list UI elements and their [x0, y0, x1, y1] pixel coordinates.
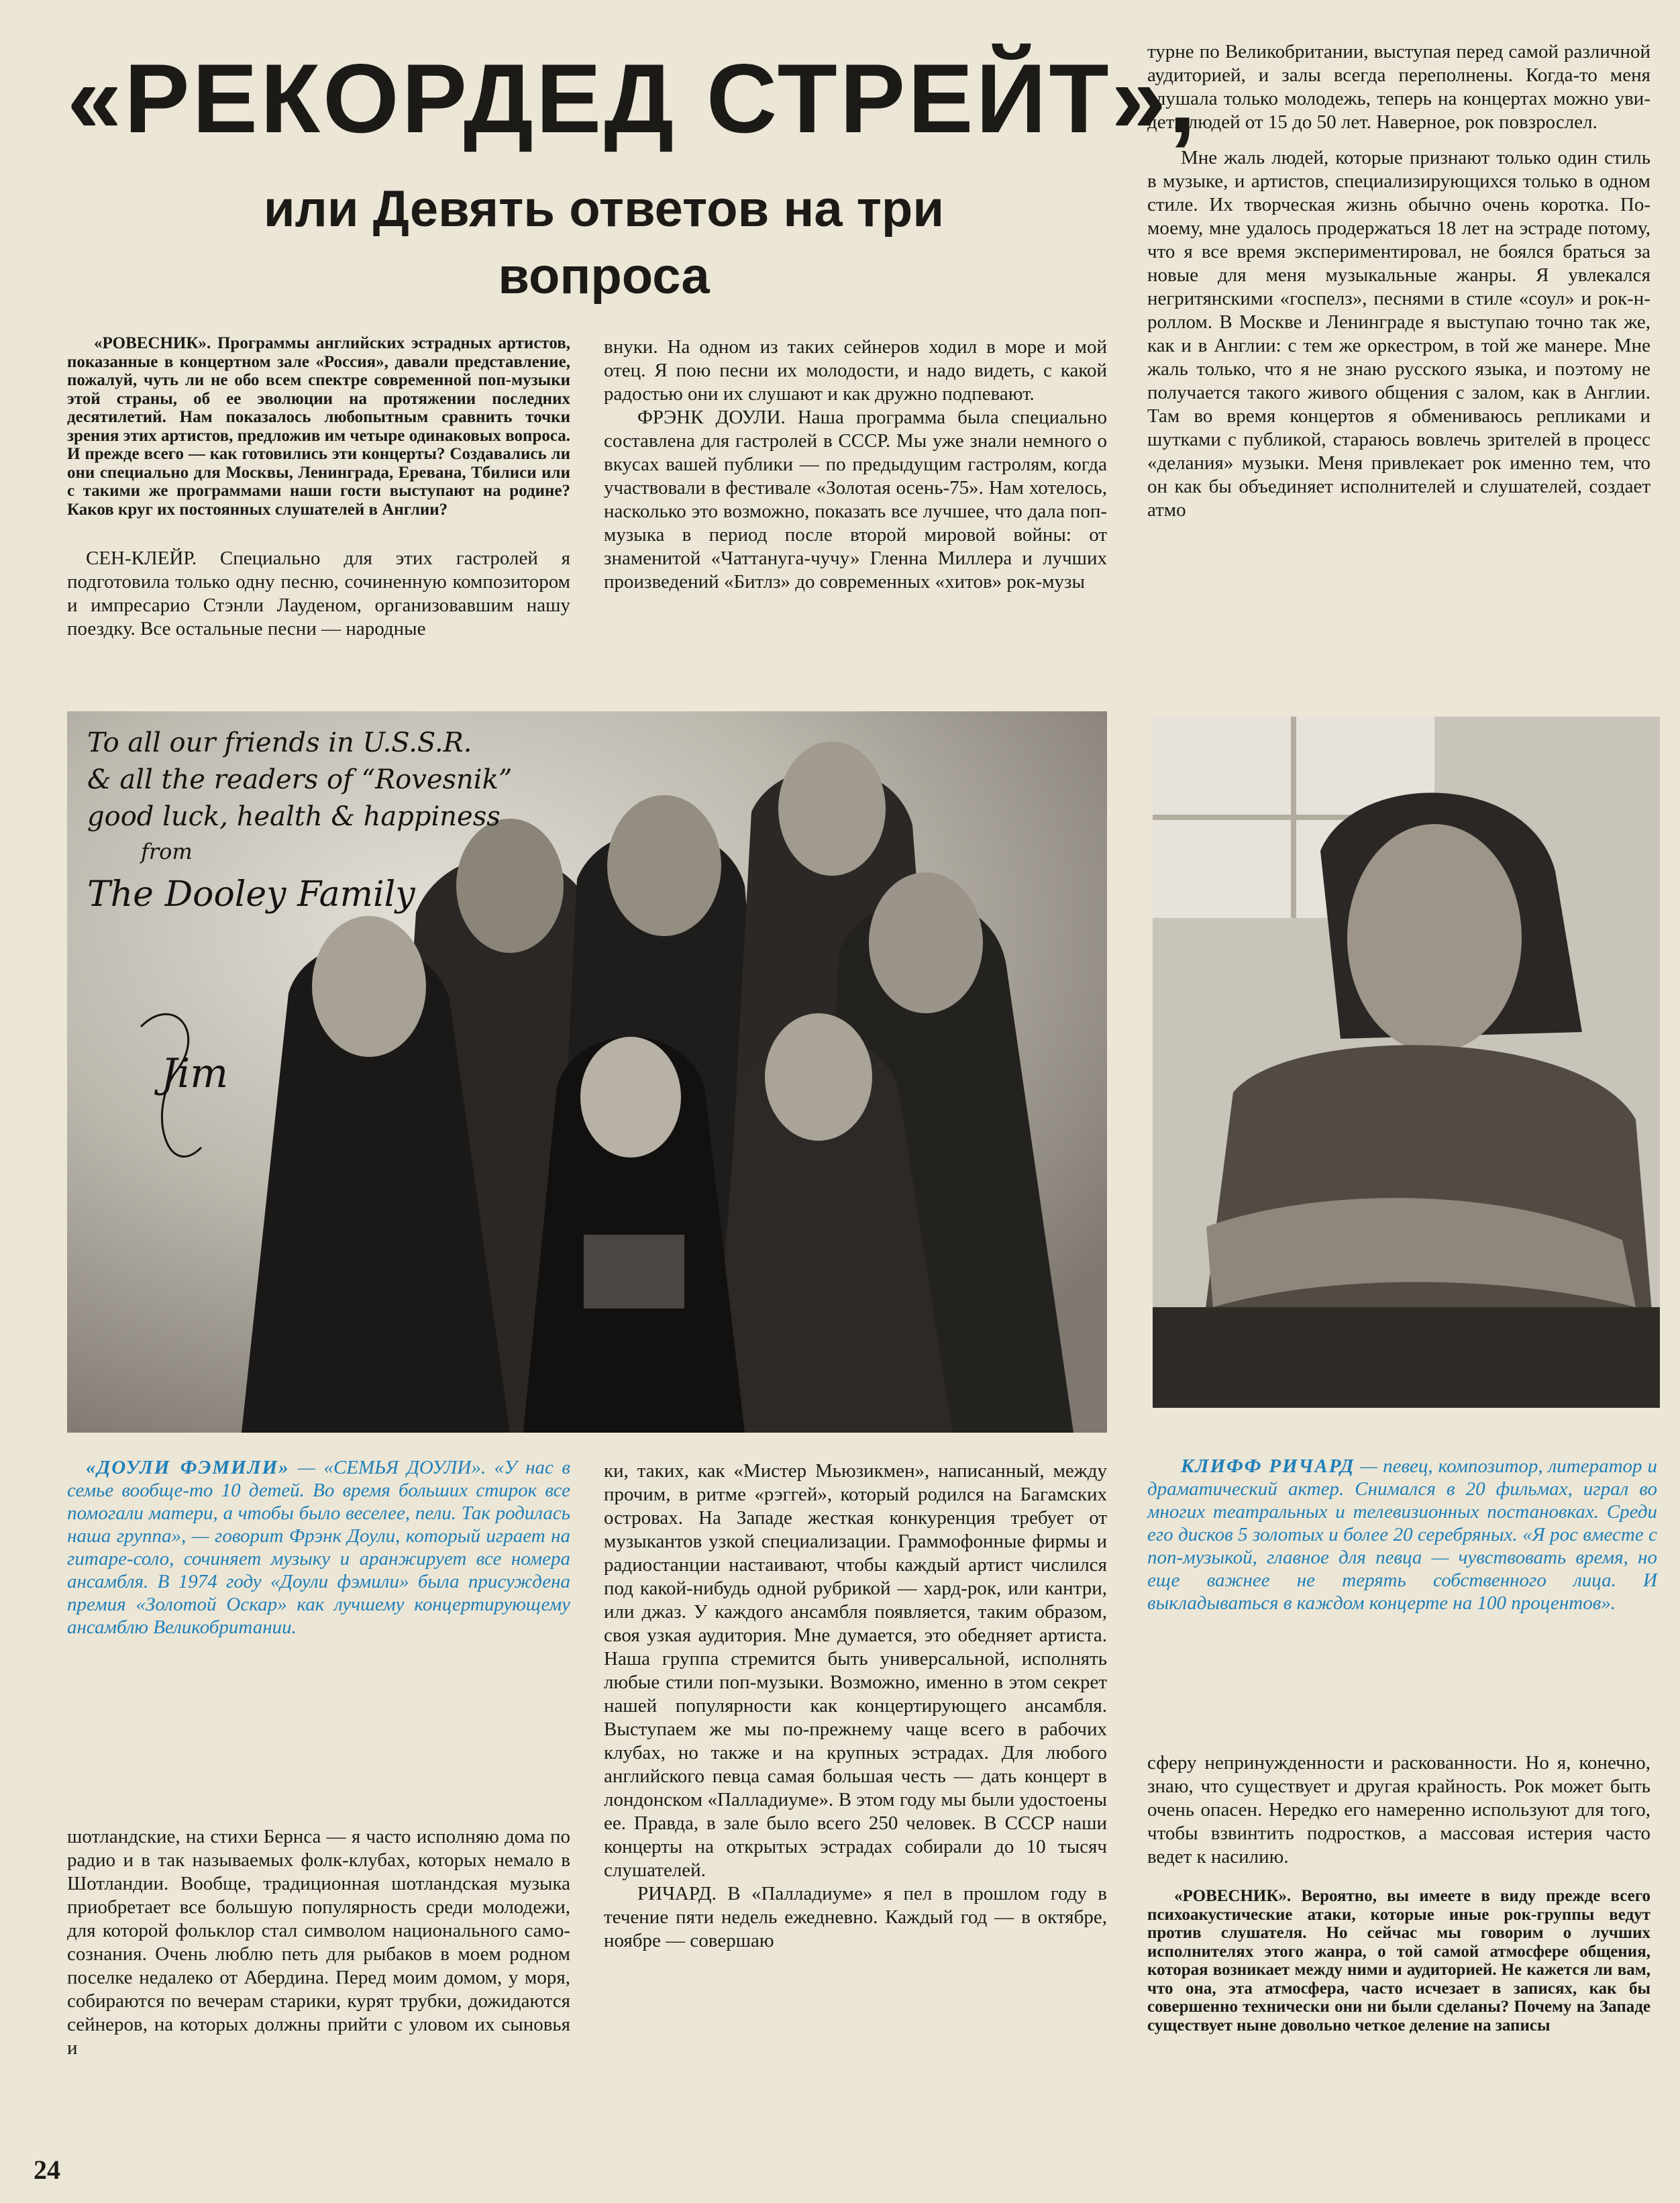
- column-2-top: [604, 336, 1107, 708]
- col2-para-3: ки, таких, как «Мистер Мьюзикмен», написанный, между прочим, в ритме «рэггей», который родился на Багамских островах. На Западе жесткая конкуренция требует от музыкантов узкой специализации. Граммофонные фирмы и радиостанции настаивают, чтобы каждый артист числился под какой-нибудь одной рубрикой — хард-рок, или кантри, или джаз. У каждого ансамбля появляется, таким образом, своя узкая аудитория. Мне думается, это обедняет артиста. Наша группа стремится быть универсальной, исполнять любые стили поп-музыки. Возможно, именно в этом секрет нашей популярности как концертирующего ансамбля. Выступаем же мы по-прежнему чаще всего в рабочих клубах, но также и на крупных эстрадах. Для любого английского певца самая большая честь — дать концерт в лондонском «Палладиуме». В этом году мы были удостоены ее. Правда, в зале было всего 250 человек. В СССР наши концерты на открытых эстрадах собирали до 10 тысяч слушателей.: [604, 1460, 1107, 1881]
- inscription-line-1: To all our friends in U.S.S.R.: [87, 727, 472, 758]
- col1-para-1: СЕН-КЛЕЙР. Специально для этих гастролей я подготовила только одну песню, сочиненную композитором и импресарио Стэнли Лауденом, организовавшим нашу поездку. Все остальные песни — народные: [67, 548, 570, 639]
- inscription-line-3: good luck, health & happiness: [87, 801, 501, 832]
- caption-cliff-richard: [1147, 1455, 1657, 1710]
- cliff-richard-photo: [1153, 717, 1660, 1408]
- dooley-family-photo: [67, 711, 1107, 1433]
- col3-para-1: турне по Великобритании, выступая перед самой различной аудиторией, и залы всегда переполнены. Когда-то меня слушала только молодежь, теперь на концертах можно увидеть людей от 15 до 50 лет. Наверное, рок повзрослел.: [1147, 41, 1650, 133]
- column-2-bottom: [604, 1459, 1107, 2147]
- column-1-top: [67, 547, 570, 701]
- intro-lead: [67, 334, 570, 539]
- col2-para-1: внуки. На одном из таких сейнеров ходил в море и мой отец. Я пою песни их молодости, и надо видеть, с какой радостью они их слушают и как дружно подпевают.: [604, 336, 1107, 405]
- cliff-richard-illustration: [1153, 717, 1660, 1408]
- dooley-family-illustration: [67, 711, 1107, 1433]
- article-title: «РЕКОРДЕД СТРЕЙТ»,: [67, 44, 1199, 153]
- col2-para-4: РИЧАРД. В «Палладиуме» я пел в прошлом году в течение пяти недель ежедневно. Каждый год — в октябре, ноябре — совершаю: [604, 1883, 1107, 1951]
- col1-para-2: шотландские, на стихи Бернса — я часто исполняю дома по радио и в так называемых фолк-клубах, которых немало в Шотландии. Вообще, традиционная шотландская музыка приобретает все большую популярность среди молодежи, для которой фольклор стал символом национального самосознания. Очень люблю петь для рыбаков в моем родном поселке недалеко от Абердина. Перед моим домом, у моря, собираются по вечерам старики, курят трубки, дожидаются сейнеров, на которых должны прийти с уловом их сыновья и: [67, 1826, 570, 2059]
- inscription-line-4: from: [141, 839, 193, 864]
- caption-dooley-text: — «СЕМЬЯ ДОУЛИ». «У нас в семье вообще-то 10 детей. Во время больших стирок все помогали матери, а чтобы было веселее, пели. Так родилась наша группа», — говорит Фрэнк Доули, который играет на гитаре-соло, сочиняет музыку и аранжирует все номера ансамбля. В 1974 году «Доули фэмили» была присуждена премия «Золотой Оскар» как лучшему концертирующему ансамблю Великобритании.: [67, 1457, 570, 1638]
- column-3-lead: [1147, 1887, 1650, 2149]
- col2-para-2: ФРЭНК ДОУЛИ. Наша программа была специально составлена для гастролей в СССР. Мы уже знали немного о вкусах вашей публики — по предыдущим гастролям, когда участвовали в фестивале «Золотая осень-75». Нам хотелось, насколько это возможно, показать все лучшее, что дала поп-музыка в период после второй мировой войны: от знаменитой «Чаттануга-чучу» Гленна Миллера и лучших произведений «Битлз» до современных «хитов» рок-музы: [604, 407, 1107, 593]
- caption-dooley-family: [67, 1456, 570, 1728]
- column-3-bottom: [1147, 1751, 1650, 1882]
- col3-lead-label: «РОВЕСНИК».: [1174, 1887, 1292, 1905]
- col3-lead-text: Вероятно, вы имеете в виду прежде всего психоакустические атаки, которые иные рок-группы ведут против слушателя. Но сейчас мы говорим о лучших исполнителях этого жанра, о той самой атмосфере общения, которая возникает между ними и аудиторией. Не кажется ли вам, что она, эта атмосфера, часто исчезает в записях, как бы совершенно технически они ни были сделаны? Почему на Западе существует ныне довольно четкое деление на записы: [1147, 1887, 1650, 2035]
- col3-para-3: сферу непринужденности и раскованности. Но я, конечно, знаю, что существует и другая крайность. Рок может быть очень опасен. Нередко его намеренно используют для того, чтобы взвинтить подростков, а массовая истерия часто ведет к насилию.: [1147, 1752, 1650, 1867]
- column-3-top: [1147, 40, 1650, 708]
- subtitle-line-2: вопроса: [498, 248, 710, 305]
- caption-richard-name: КЛИФФ РИЧАРД: [1181, 1455, 1355, 1477]
- page-number: 24: [34, 2155, 60, 2185]
- subtitle-line-1: или Девять ответов на три: [263, 181, 945, 238]
- intro-label: «РОВЕСНИК».: [94, 334, 211, 352]
- intro-text: Программы английских эстрадных артистов, показанные в концертном зале «Россия», давали представление, пожалуй, чуть ли не обо всем спектре современной поп-музыки этой страны, об ее эволюции на протяжении последних десятилетий. Нам показалось любопытным сравнить точки зрения этих артистов, предложив им четыре одинаковых вопроса. И прежде всего — как готовились эти концерты? Создавались ли они специально для Москвы, Ленинграда, Еревана, Тбилиси или с такими же программами наши гости выступают на родине? Каков круг их постоянных слушателей в Англии?: [67, 334, 570, 519]
- inscription-line-2: & all the readers of “Rovesnik”: [87, 764, 513, 795]
- signature: Jim: [161, 1050, 229, 1097]
- inscription-line-5: The Dooley Family: [87, 874, 415, 915]
- caption-richard-text: — певец, композитор, литератор и драматический актер. Снимался в 20 фильмах, играл во многих театральных и телевизионных постановках. Среди его дисков 5 золотых и более 20 серебряных. «Я рос вместе с поп-музыкой, главное для певца — чувствовать время, но еще важнее не терять собственного лица. И выкладываться в каждом концерте на 100 процентов».: [1147, 1455, 1657, 1614]
- caption-dooley-name: «ДОУЛИ ФЭМИЛИ»: [86, 1457, 290, 1478]
- col3-para-2: Мне жаль людей, которые признают только один стиль в музыке, и артистов, специализирующихся только в одном стиле. Их творческая жизнь обычно очень коротка. По-моему, мне удалось продержаться 18 лет на эстраде потому, что я все время экспериментировал, не боялся браться за новые для меня музыкальные жанры. Я увлекался негритянскими «госпелз», песнями в стиле «соул» и рок-н-роллом. В Москве и Ленинграде я выступаю точно так же, как и в Англии: с тем же оркестром, в той же манере. Мне жаль только, что я не знаю русского языка, и поэтому не получается такого живого общения с залом, как в Англии. Там во время концертов я обмениваюсь репликами и шутками с публикой, стараюсь вовлечь зрителей в процесс «делания» музыки. Меня привлекает рок именно тем, что он как бы объединяет исполнителей и слушателей, создает атмо: [1147, 147, 1650, 521]
- column-1-bottom: [67, 1825, 570, 2127]
- article-subtitle: [168, 176, 1040, 310]
